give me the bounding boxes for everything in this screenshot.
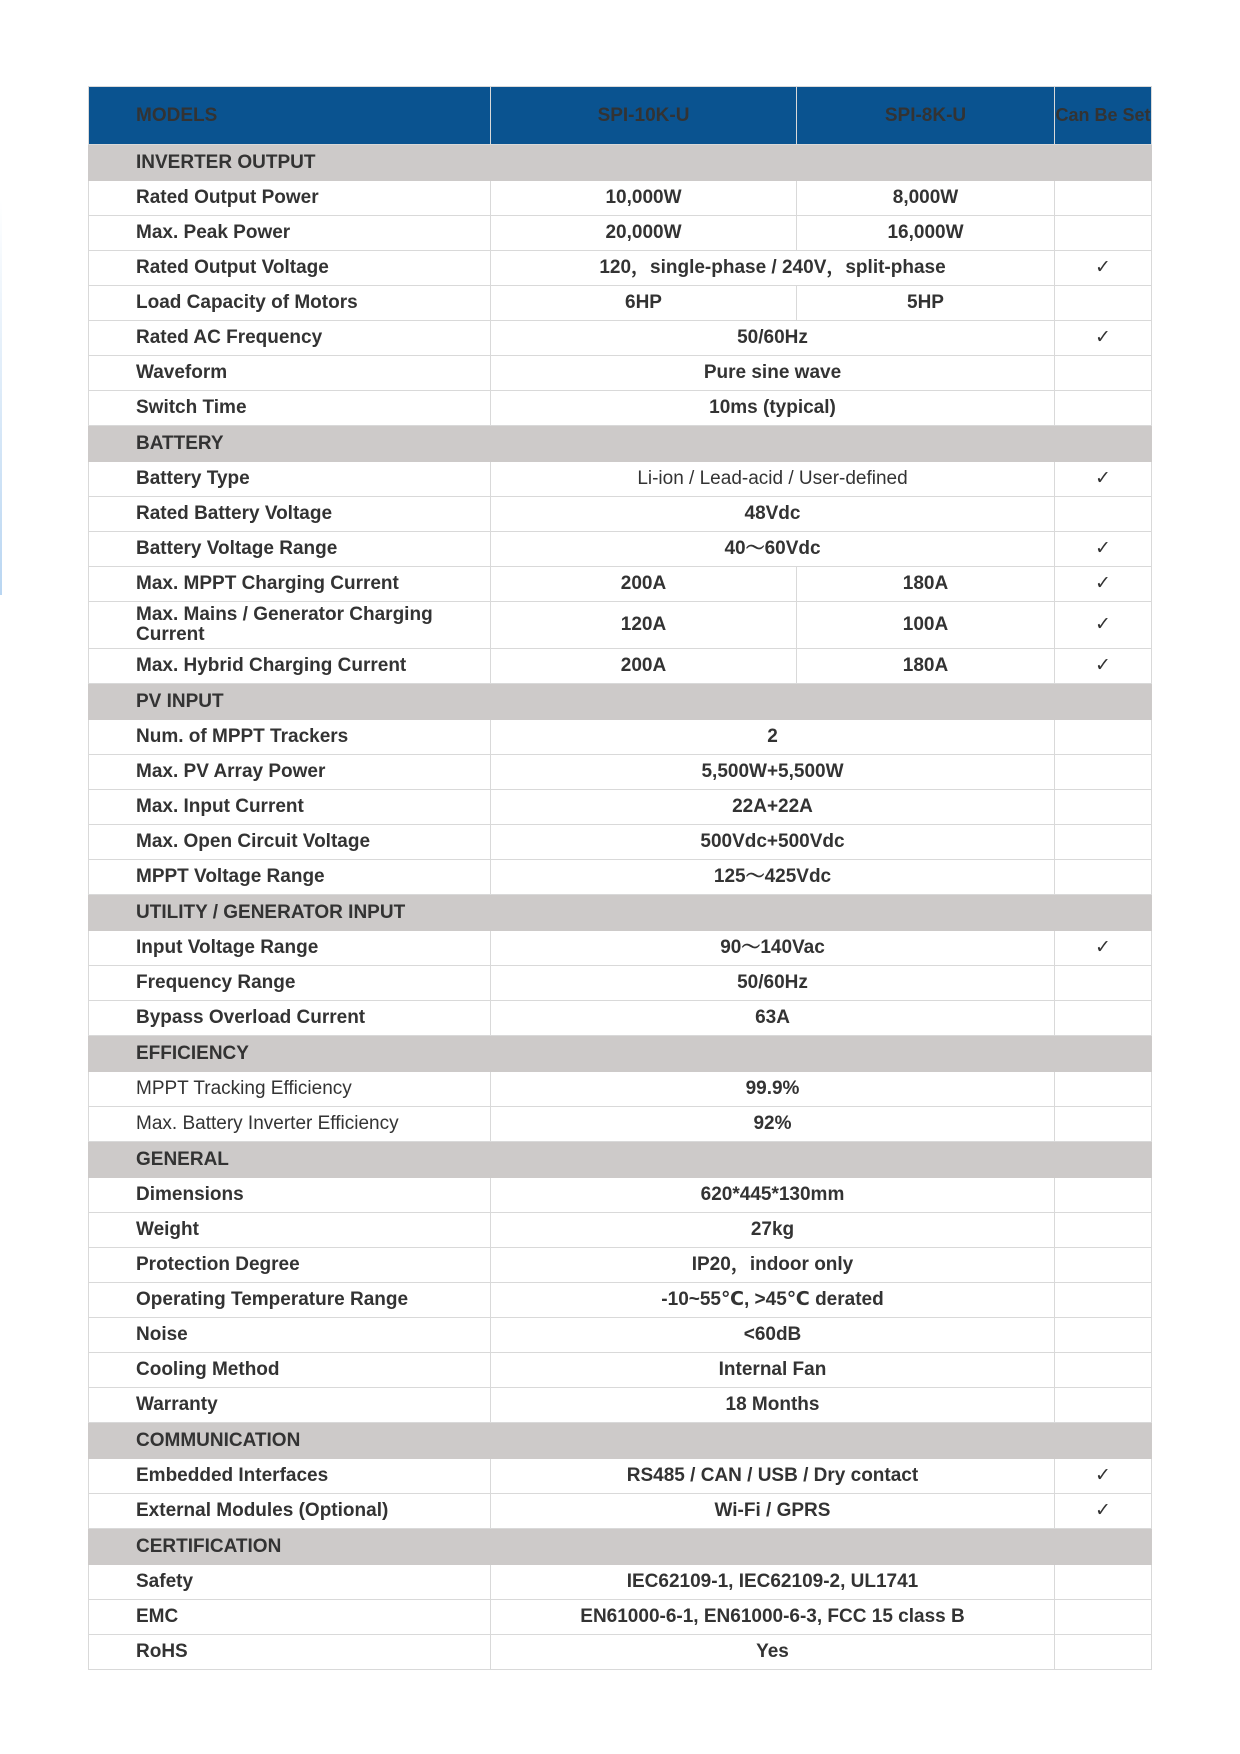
table-row [89, 825, 1152, 860]
spec-value-model-1: 6HP [491, 286, 797, 321]
can-be-set-cell [1055, 1072, 1152, 1107]
table-row [89, 1318, 1152, 1353]
spec-value-shared: Li-ion / Lead-acid / User-defined [491, 462, 1055, 497]
spec-label: Input Voltage Range [89, 931, 491, 966]
table-row [89, 720, 1152, 755]
table-row [89, 755, 1152, 790]
spec-label: Waveform [89, 356, 491, 391]
table-row [89, 1353, 1152, 1388]
spec-value-shared: 2 [491, 720, 1055, 755]
spec-label: RoHS [89, 1635, 491, 1670]
spec-label: MPPT Tracking Efficiency [89, 1072, 491, 1107]
spec-label: Cooling Method [89, 1353, 491, 1388]
check-icon: ✓ [1095, 937, 1111, 958]
section-header-row [89, 1142, 1152, 1178]
spec-label: Rated Output Power [89, 181, 491, 216]
table-row [89, 1388, 1152, 1423]
spec-label: Embedded Interfaces [89, 1459, 491, 1494]
spec-value-shared: -10~55℃, >45℃ derated [491, 1283, 1055, 1318]
spec-value-model-2: 5HP [797, 286, 1055, 321]
spec-value-shared: 18 Months [491, 1388, 1055, 1423]
can-be-set-cell [1055, 462, 1152, 497]
table-row [89, 181, 1152, 216]
table-row [89, 391, 1152, 426]
can-be-set-cell [1055, 1600, 1152, 1635]
can-be-set-cell [1055, 321, 1152, 356]
spec-label: Max. MPPT Charging Current [89, 567, 491, 602]
spec-value-shared: IP20，indoor only [491, 1248, 1055, 1283]
can-be-set-cell [1055, 251, 1152, 286]
can-be-set-cell [1055, 720, 1152, 755]
can-be-set-header: Can Be Set [1055, 87, 1152, 145]
table-row [89, 966, 1152, 1001]
section-title: PV INPUT [89, 684, 1152, 720]
spec-label: Max. Mains / Generator Charging Current [89, 602, 491, 649]
table-row [89, 860, 1152, 895]
table-row [89, 790, 1152, 825]
can-be-set-cell [1055, 1107, 1152, 1142]
spec-label: Max. PV Array Power [89, 755, 491, 790]
spec-value-shared: 63A [491, 1001, 1055, 1036]
table-row [89, 602, 1152, 649]
can-be-set-cell [1055, 860, 1152, 895]
spec-value-shared: 10ms (typical) [491, 391, 1055, 426]
table-row [89, 532, 1152, 567]
can-be-set-cell [1055, 497, 1152, 532]
can-be-set-cell [1055, 391, 1152, 426]
spec-label: Rated Output Voltage [89, 251, 491, 286]
can-be-set-cell [1055, 1001, 1152, 1036]
check-icon: ✓ [1095, 1465, 1111, 1486]
spec-value-shared: RS485 / CAN / USB / Dry contact [491, 1459, 1055, 1494]
can-be-set-cell [1055, 1248, 1152, 1283]
can-be-set-cell [1055, 755, 1152, 790]
spec-label: Load Capacity of Motors [89, 286, 491, 321]
spec-label: Protection Degree [89, 1248, 491, 1283]
model-1-header: SPI-10K-U [491, 87, 797, 145]
can-be-set-cell [1055, 1353, 1152, 1388]
spec-value-model-2: 180A [797, 567, 1055, 602]
can-be-set-cell [1055, 532, 1152, 567]
page-edge-accent [0, 200, 2, 595]
spec-label: Operating Temperature Range [89, 1283, 491, 1318]
spec-value-shared: IEC62109-1, IEC62109-2, UL1741 [491, 1565, 1055, 1600]
table-row [89, 649, 1152, 684]
model-2-header: SPI-8K-U [797, 87, 1055, 145]
spec-label: Safety [89, 1565, 491, 1600]
spec-value-shared: 22A+22A [491, 790, 1055, 825]
table-row [89, 1600, 1152, 1635]
can-be-set-cell [1055, 1635, 1152, 1670]
spec-label: Num. of MPPT Trackers [89, 720, 491, 755]
table-row [89, 251, 1152, 286]
section-title: INVERTER OUTPUT [89, 145, 1152, 181]
spec-value-shared: 120，single-phase / 240V，split-phase [491, 251, 1055, 286]
spec-label: EMC [89, 1600, 491, 1635]
spec-label: Max. Battery Inverter Efficiency [89, 1107, 491, 1142]
spec-label: Rated Battery Voltage [89, 497, 491, 532]
spec-value-model-2: 180A [797, 649, 1055, 684]
spec-label: Max. Open Circuit Voltage [89, 825, 491, 860]
table-row [89, 931, 1152, 966]
spec-label: Max. Input Current [89, 790, 491, 825]
section-header-row [89, 1036, 1152, 1072]
table-row [89, 1283, 1152, 1318]
check-icon: ✓ [1095, 1500, 1111, 1521]
spec-label: Switch Time [89, 391, 491, 426]
section-header-row [89, 1529, 1152, 1565]
spec-value-model-2: 8,000W [797, 181, 1055, 216]
check-icon: ✓ [1095, 573, 1111, 594]
section-header-row [89, 684, 1152, 720]
spec-value-shared: <60dB [491, 1318, 1055, 1353]
spec-value-shared: EN61000-6-1, EN61000-6-3, FCC 15 class B [491, 1600, 1055, 1635]
spec-table [88, 86, 1152, 1670]
can-be-set-cell [1055, 286, 1152, 321]
spec-value-shared: 40～60Vdc [491, 532, 1055, 567]
table-row [89, 356, 1152, 391]
can-be-set-cell [1055, 602, 1152, 649]
table-row [89, 1565, 1152, 1600]
spec-value-shared: 620*445*130mm [491, 1178, 1055, 1213]
spec-label: Frequency Range [89, 966, 491, 1001]
spec-label: Battery Voltage Range [89, 532, 491, 567]
spec-value-model-1: 200A [491, 567, 797, 602]
spec-value-shared: Pure sine wave [491, 356, 1055, 391]
table-row [89, 497, 1152, 532]
section-title: CERTIFICATION [89, 1529, 1152, 1565]
can-be-set-cell [1055, 966, 1152, 1001]
can-be-set-cell [1055, 567, 1152, 602]
spec-value-shared: 99.9% [491, 1072, 1055, 1107]
table-row [89, 1072, 1152, 1107]
can-be-set-cell [1055, 1494, 1152, 1529]
spec-value-shared: 27kg [491, 1213, 1055, 1248]
can-be-set-cell [1055, 216, 1152, 251]
spec-label: Battery Type [89, 462, 491, 497]
check-icon: ✓ [1095, 468, 1111, 489]
check-icon: ✓ [1095, 538, 1111, 559]
can-be-set-cell [1055, 1283, 1152, 1318]
spec-label: Dimensions [89, 1178, 491, 1213]
models-header: MODELS [89, 87, 491, 145]
spec-table-body [89, 145, 1152, 1670]
can-be-set-cell [1055, 825, 1152, 860]
can-be-set-cell [1055, 356, 1152, 391]
table-row [89, 1001, 1152, 1036]
spec-label: MPPT Voltage Range [89, 860, 491, 895]
section-header-row [89, 1423, 1152, 1459]
section-title: UTILITY / GENERATOR INPUT [89, 895, 1152, 931]
can-be-set-cell [1055, 649, 1152, 684]
spec-value-shared: Wi-Fi / GPRS [491, 1494, 1055, 1529]
table-row [89, 216, 1152, 251]
can-be-set-cell [1055, 1318, 1152, 1353]
can-be-set-cell [1055, 181, 1152, 216]
table-row [89, 321, 1152, 356]
can-be-set-cell [1055, 1178, 1152, 1213]
spec-value-model-1: 10,000W [491, 181, 797, 216]
spec-value-model-1: 20,000W [491, 216, 797, 251]
table-row [89, 1107, 1152, 1142]
spec-label: Warranty [89, 1388, 491, 1423]
spec-label: Bypass Overload Current [89, 1001, 491, 1036]
spec-label: Noise [89, 1318, 491, 1353]
spec-value-shared: 50/60Hz [491, 321, 1055, 356]
spec-value-shared: 125～425Vdc [491, 860, 1055, 895]
table-row [89, 1494, 1152, 1529]
check-icon: ✓ [1095, 655, 1111, 676]
can-be-set-cell [1055, 931, 1152, 966]
spec-value-shared: Yes [491, 1635, 1055, 1670]
check-icon: ✓ [1095, 257, 1111, 278]
table-row [89, 1178, 1152, 1213]
check-icon: ✓ [1095, 327, 1111, 348]
spec-value-model-2: 16,000W [797, 216, 1055, 251]
spec-value-shared: 500Vdc+500Vdc [491, 825, 1055, 860]
can-be-set-cell [1055, 790, 1152, 825]
spec-value-shared: 50/60Hz [491, 966, 1055, 1001]
table-row [89, 1248, 1152, 1283]
table-row [89, 567, 1152, 602]
spec-value-shared: Internal Fan [491, 1353, 1055, 1388]
section-title: GENERAL [89, 1142, 1152, 1178]
spec-value-shared: 90～140Vac [491, 931, 1055, 966]
spec-value-shared: 48Vdc [491, 497, 1055, 532]
table-row [89, 286, 1152, 321]
spec-value-shared: 5,500W+5,500W [491, 755, 1055, 790]
can-be-set-cell [1055, 1459, 1152, 1494]
spec-label: Rated AC Frequency [89, 321, 491, 356]
section-title: BATTERY [89, 426, 1152, 462]
section-header-row [89, 145, 1152, 181]
section-header-row [89, 426, 1152, 462]
spec-label: Max. Peak Power [89, 216, 491, 251]
check-icon: ✓ [1095, 614, 1111, 635]
table-row [89, 1459, 1152, 1494]
spec-label: Weight [89, 1213, 491, 1248]
spec-value-model-1: 200A [491, 649, 797, 684]
section-header-row [89, 895, 1152, 931]
table-header-row [89, 87, 1152, 145]
spec-value-model-1: 120A [491, 602, 797, 649]
can-be-set-cell [1055, 1388, 1152, 1423]
can-be-set-cell [1055, 1213, 1152, 1248]
spec-value-shared: 92% [491, 1107, 1055, 1142]
section-title: COMMUNICATION [89, 1423, 1152, 1459]
table-row [89, 1213, 1152, 1248]
table-row [89, 462, 1152, 497]
can-be-set-cell [1055, 1565, 1152, 1600]
spec-label: External Modules (Optional) [89, 1494, 491, 1529]
spec-value-model-2: 100A [797, 602, 1055, 649]
spec-label: Max. Hybrid Charging Current [89, 649, 491, 684]
section-title: EFFICIENCY [89, 1036, 1152, 1072]
table-row [89, 1635, 1152, 1670]
